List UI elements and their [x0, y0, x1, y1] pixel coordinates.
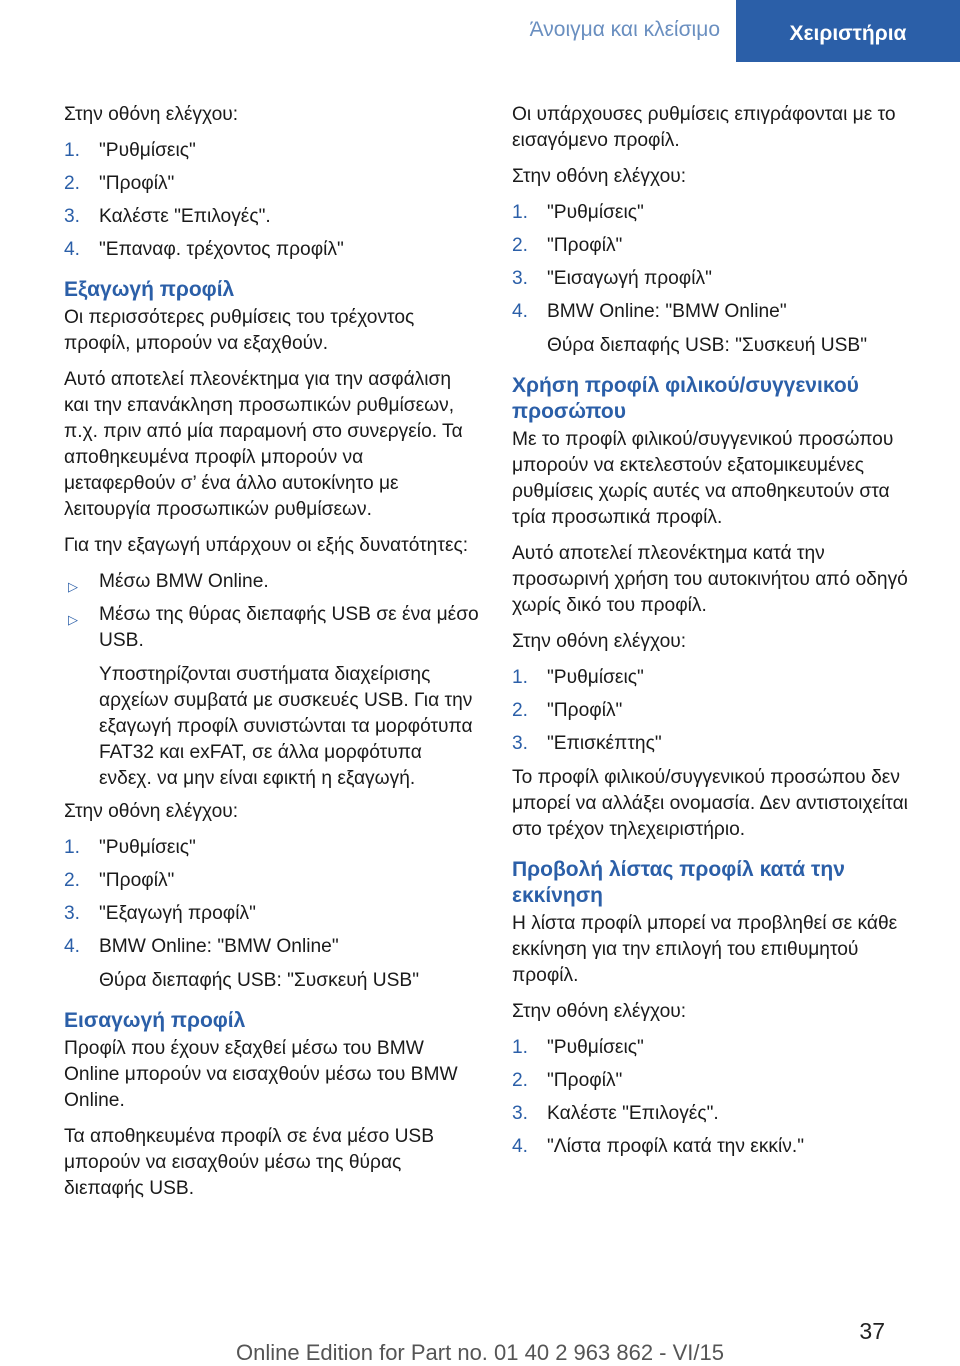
paragraph: Στην οθόνη ελέγχου:	[512, 631, 687, 652]
footer-edition: Online Edition for Part no. 01 40 2 963 862 - VI/15	[236, 1340, 724, 1365]
paragraph: Στην οθόνη ελέγχου:	[64, 801, 239, 822]
list-item: 2. "Προφίλ"	[512, 700, 623, 721]
list-item: 3. Καλέστε "Επιλογές".	[64, 206, 271, 227]
list-item: 3. Καλέστε "Επιλογές".	[512, 1103, 719, 1124]
paragraph: Οι περισσότερες ρυθμίσεις του τρέχοντος προφίλ, μπορούν να εξαχθούν.	[64, 307, 415, 354]
triangle-bullet-icon: ▷	[68, 579, 78, 594]
paragraph: Στην οθόνη ελέγχου:	[64, 104, 239, 125]
paragraph: Το προφίλ φιλικού/συγγενικού προσώπου δεν μπορεί να αλλάξει ονομασία. Δεν αντιστοιχείται στο τρέχον τηλεχειριστήριο.	[512, 767, 908, 840]
list-item: ▷ Μέσω BMW Online.	[64, 569, 479, 595]
note-paragraph: Υποστηρίζονται συστήματα διαχείρισης αρχείων συμβατά με συσκευές USB. Για την εξαγωγή προφίλ συνιστώνται τα μορφότυπα FAT32 και exFAT, σε άλλα μορφότυπα ενδεχ. να μην είναι εφικτή η εξαγωγή.	[99, 664, 473, 789]
numbered-list	[512, 200, 927, 325]
bullet-list	[64, 569, 479, 654]
section-heading: Εξαγωγή προφίλ	[64, 278, 235, 301]
paragraph: Αυτό αποτελεί πλεονέκτημα κατά την προσωρινή χρήση του αυτοκινήτου από οδηγό χωρίς δικό του προφίλ.	[512, 543, 908, 616]
left-column	[64, 102, 479, 1212]
list-item: 3. "Επισκέπτης"	[512, 733, 662, 754]
list-item: 2. "Προφίλ"	[512, 235, 623, 256]
list-item: 4. BMW Online: "BMW Online"	[64, 936, 339, 957]
paragraph: Αυτό αποτελεί πλεονέκτημα για την ασφάλιση και την επανάκληση προσωπικών ρυθμίσεων, π.χ. πριν από μία παραμονή στο συνεργείο. Τα αποθηκευμένα προφίλ μπορούν να μεταφερθούν σ’ ένα άλλο αυτοκίνητο με λειτουργία προσωπικών ρυθμίσεων.	[64, 369, 463, 520]
paragraph: Με το προφίλ φιλικού/συγγενικού προσώπου μπορούν να εκτελεστούν εξατομικευμένες ρυθμίσεις χωρίς αυτές να αποθηκευτούν στα τρία προσωπικά προφίλ.	[512, 429, 894, 528]
list-item: 3. "Εξαγωγή προφίλ"	[64, 903, 256, 924]
list-item: 1. "Ρυθμίσεις"	[64, 837, 196, 858]
paragraph: Οι υπάρχουσες ρυθμίσεις επιγράφονται με το εισαγόμενο προφίλ.	[512, 104, 896, 151]
numbered-list	[64, 835, 479, 960]
paragraph: Τα αποθηκευμένα προφίλ σε ένα μέσο USB μπορούν να εισαχθούν μέσω της θύρας διεπαφής USB.	[64, 1126, 435, 1199]
list-item: 2. "Προφίλ"	[64, 870, 175, 891]
section-tab[interactable]: Χειριστήρια	[736, 0, 960, 62]
page-header	[0, 0, 960, 62]
page-number: 37	[859, 1318, 885, 1344]
list-item: 4. "Λίστα προφίλ κατά την εκκίν."	[512, 1136, 805, 1157]
list-item: 4. "Επαναφ. τρέχοντος προφίλ"	[64, 239, 344, 260]
list-item: 1. "Ρυθμίσεις"	[512, 1037, 644, 1058]
numbered-list	[512, 665, 927, 757]
breadcrumb[interactable]: Άνοιγμα και κλείσιμο	[529, 18, 720, 41]
numbered-list	[512, 1035, 927, 1160]
note-paragraph: Θύρα διεπαφής USB: "Συσκευή USB"	[99, 970, 420, 991]
list-item: 2. "Προφίλ"	[64, 173, 175, 194]
paragraph: Στην οθόνη ελέγχου:	[512, 1001, 687, 1022]
triangle-bullet-icon: ▷	[68, 612, 78, 627]
list-item: 4. BMW Online: "BMW Online"	[512, 301, 787, 322]
section-heading: Χρήση προφίλ φιλικού/συγγενικού προσώπου	[512, 374, 859, 423]
list-item: ▷ Μέσω της θύρας διεπαφής USB σε ένα μέσο USB.	[68, 604, 479, 651]
section-heading: Εισαγωγή προφίλ	[64, 1009, 246, 1032]
list-item: 1. "Ρυθμίσεις"	[64, 140, 196, 161]
numbered-list	[64, 138, 479, 263]
list-item: 1. "Ρυθμίσεις"	[512, 202, 644, 223]
paragraph: Στην οθόνη ελέγχου:	[512, 166, 687, 187]
paragraph: Η λίστα προφίλ μπορεί να προβληθεί σε κάθε εκκίνηση για την επιλογή του επιθυμητού προφίλ.	[512, 913, 898, 986]
list-item: 2. "Προφίλ"	[512, 1070, 623, 1091]
list-item: 3. "Εισαγωγή προφίλ"	[512, 268, 712, 289]
paragraph: Για την εξαγωγή υπάρχουν οι εξής δυνατότητες:	[64, 535, 469, 556]
list-item: 1. "Ρυθμίσεις"	[512, 667, 644, 688]
note-paragraph: Θύρα διεπαφής USB: "Συσκευή USB"	[547, 335, 868, 356]
right-column	[512, 102, 927, 1168]
paragraph: Προφίλ που έχουν εξαχθεί μέσω του BMW Online μπορούν να εισαχθούν μέσω του BMW Online.	[64, 1038, 458, 1111]
section-heading: Προβολή λίστας προφίλ κατά την εκκίνηση	[512, 858, 845, 907]
